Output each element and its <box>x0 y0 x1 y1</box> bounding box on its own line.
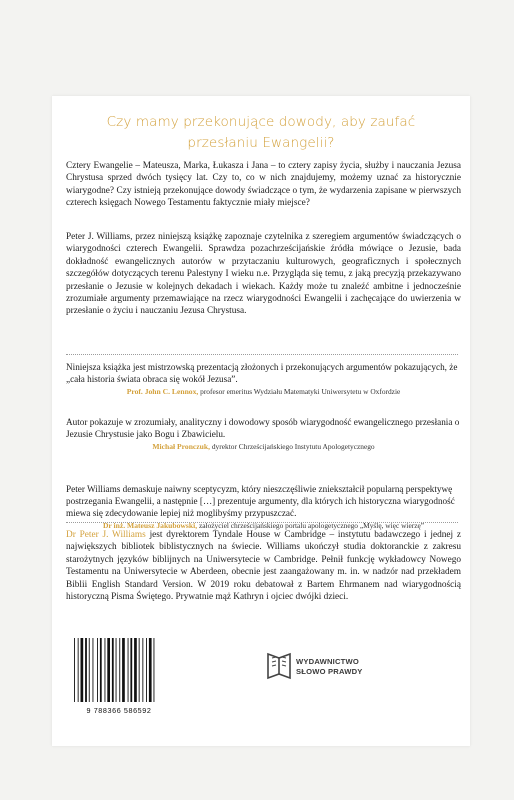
intro-paragraph-2: Peter J. Williams, przez niniejszą książkę zapoznaje czytelnika z szeregiem argumentów świadczących o wiarygodności czterech Ewangelii. Sprawdza pozachrześcijańskie źródła mówiące o Jezusie, bada dokładność ewangelicznych autorów w przytaczaniu kulturowych, geograficznych i społecznych szczegółów dotyczących terenu Palestyny I wieku n.e. Przygląda się temu, z jaką precyzją przekazywano przesłanie o Jezusie w kolejnych dekadach i wiekach. Każdy może tu znaleźć ambitne i jednocześnie zrozumiałe argumenty przemawiające na rzecz wiarygodności Ewangelii i zachęcające do uwierzenia w przesłanie o życiu i nauczaniu Jezusa Chrystusa. <box>66 232 461 317</box>
endorser-role: założyciel chrześcijańskiego portalu apologetycznego „Myślę, więc wierzę” <box>197 521 425 531</box>
barcode-bar <box>122 638 125 702</box>
barcode-bar <box>128 638 129 702</box>
barcode-bar <box>85 638 87 702</box>
barcode-bar <box>81 638 84 702</box>
barcode-bar <box>119 638 120 702</box>
author-bio <box>66 529 461 603</box>
barcode-bar <box>89 638 90 702</box>
barcode-bar <box>149 638 152 702</box>
endorser-name: Dr inż. Mateusz Jakubowski, <box>102 521 198 531</box>
barcode-bar <box>107 638 110 702</box>
barcode-number: 9 788366 586592 <box>86 706 152 715</box>
endorsement-text: Autor pokazuje w zrozumiały, analityczny i dowodowy sposób wiarygodność ewangelicznego przesłania o Jezusie Chrystusie jako Bogu i Zbawicielu. <box>66 417 460 440</box>
barcode-bar <box>112 638 114 702</box>
headline-line-1: Czy mamy przekonujące dowody, aby zaufać <box>106 114 416 130</box>
barcode-bar <box>146 638 147 702</box>
author-bio-text: jest dyrektorem Tyndale House w Cambridge – instytutu badawczego i jednej z największych bibliotek biblistycznych na świecie. Williams ukończył studia doktoranckie z zakresu starożytnych języków biblijnych na Uniwersytecie w Cambridge. Pełnił funkcję wykładowcy Nowego Testamentu na Uniwersytecie w Aberdeen, obecnie jest zaangażowany m. in. w nadzór nad przekładem Biblii English Standard Version. W 2019 roku debatował z Bartem Ehrmanem nad wiarygodnością historyczną Pisma Świętego. Prywatnie mąż Kathryn i ojciec dwójki dzieci. <box>66 530 462 603</box>
barcode-bar <box>116 638 117 702</box>
endorsement-2 <box>66 416 461 452</box>
barcode-bar <box>154 638 155 702</box>
intro-paragraph-1: Cztery Ewangelie – Mateusza, Marka, Łukasza i Jana – to cztery zapisy życia, służby i nauczania Jezusa Chrystusa sprzed dwóch tysięcy lat. Czy to, co w nich znajdujemy, możemy uznać za historycznie wiarygodne? Czy istnieją przekonujące dowody świadczące o tym, że wydarzenia zapisane w pierwszych czterech księgach Nowego Testamentu faktycznie miały miejsce? <box>66 161 461 209</box>
barcode-bar <box>78 638 79 702</box>
barcode-bar <box>130 638 132 702</box>
book-icon <box>264 648 294 684</box>
barcode-bar <box>100 638 102 702</box>
barcode-bar <box>74 638 75 702</box>
barcode-bar <box>105 638 106 702</box>
publisher-line-1: WYDAWNICTWO <box>296 657 359 666</box>
cover-headline <box>52 112 470 154</box>
endorser-role: profesor emeritus Wydziału Matematyki Uniwersytetu w Oxfordzie <box>198 387 401 397</box>
publisher-line-2: SŁOWO PRAWDY <box>296 666 363 676</box>
headline-line-2: przesłaniu Ewangelii? <box>187 135 335 151</box>
endorsement-text: Niniejsza książka jest mistrzowską prezentacją złożonych i przekonujących argumentów pokazujących, że „cała historia świata obraca się wokół Jezusa”. <box>66 362 458 385</box>
author-name: Dr Peter J. Williams <box>66 530 146 540</box>
endorsement-attribution <box>66 386 461 397</box>
back-cover <box>52 96 470 746</box>
divider <box>66 354 458 355</box>
endorsement-1 <box>66 361 461 397</box>
endorsement-text: Peter Williams demaskuje naiwny sceptycyzm, który nieszczęśliwie zniekształcił popularną perspektywę postrzegania Ewangelii, a następnie […] prezentuje argumenty, dla których ich historyczna wiarygodność miewa się zdecydowanie lepiej niż moglibyśmy przypuszczać. <box>66 484 455 519</box>
endorser-name: Michał Pronczuk, <box>152 442 211 452</box>
isbn-barcode <box>68 634 170 716</box>
divider <box>66 522 458 523</box>
endorsement-3 <box>66 483 461 531</box>
endorser-role: dyrektor Chrześcijańskiego Instytutu Apologetycznego <box>210 442 375 452</box>
barcode-bar <box>97 638 98 702</box>
barcode-bar <box>139 638 140 702</box>
barcode-bar <box>93 638 94 702</box>
barcode-bar <box>142 638 143 702</box>
endorser-name: Prof. John C. Lennox, <box>126 387 199 397</box>
publisher-name <box>296 657 363 676</box>
publisher-logo <box>264 648 374 688</box>
barcode-bar <box>134 638 137 702</box>
endorsement-attribution <box>66 441 461 452</box>
